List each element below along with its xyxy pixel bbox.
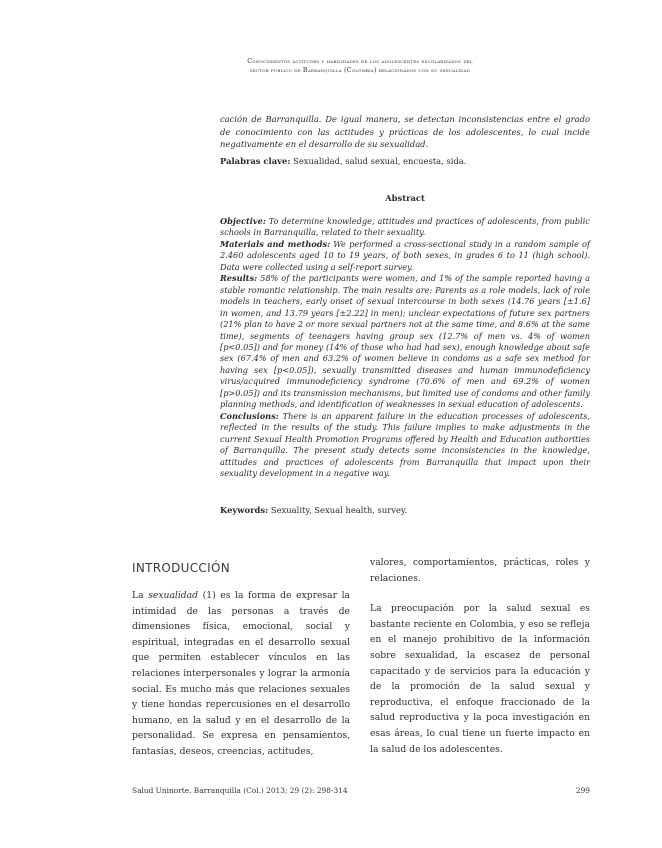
introduction-paragraph-1 bbox=[132, 588, 350, 760]
abstract-results bbox=[220, 273, 590, 410]
introduction-heading: INTRODUCCIÓN bbox=[132, 561, 230, 575]
spanish-abstract-end: cación de Barranquilla. De igual manera, se detectan inconsistencias entre el grado de conocimiento con las actitudes y prácticas de los adolescentes, lo cual incide negativamente en el desarrollo de su sexualidad. bbox=[220, 114, 590, 149]
abstract-body bbox=[220, 216, 590, 479]
intro-left-rest: (1) es la forma de expresar la intimidad de las personas a través de dimensiones física, emocional, social y espiritual, integradas en el desarrollo sexual que permiten establecer vínculos en las relaciones interpersonales y lograr la armonía social. Es mucho más que relaciones sexuales y tiene hondas repercusiones en el desarrollo humano, en la salud y en el desarrollo de la personalidad. Se expresa en pensamientos, fantasías, deseos, creencias, actitudes, bbox=[132, 590, 351, 757]
introduction-paragraph-2: valores, comportamientos, prácticas, roles y relaciones. bbox=[370, 557, 590, 584]
intro-left-italic-term: sexualidad bbox=[148, 590, 199, 601]
keywords-english-text: Sexuality, Sexual health, survey. bbox=[268, 505, 408, 515]
introduction-right-column bbox=[370, 555, 590, 757]
objective-label: Objective: bbox=[220, 216, 266, 226]
conclusions-label: Conclusions: bbox=[220, 410, 279, 421]
keywords-spanish-label: Palabras clave: bbox=[220, 156, 291, 166]
keywords-english-label: Keywords: bbox=[220, 505, 269, 515]
abstract-conclusions bbox=[220, 411, 590, 480]
abstract-objective bbox=[220, 216, 590, 239]
results-text: 58% of the participants were women, and 1% of the sample reported having a stable romantic relationship. The main results are: Parents as a role models, lack of role models in teachers, early onset of sexual intercourse in both sexes (14.76 years [±1.6] in women, and 13.79 years [±2.22] in men); unclear expectations of future sex partners (21% plan to have 2 or more sexual partners not at the same time, and 8.6% at the same time), segments of teenagers having group sex (12.7% of men vs. 4% of women [p<0.05]) and for money (14% of those who had had sex), enough knowledge about safe sex (67.4% of men and 63.2% of women believe in condoms as a safe sex method for having sex [p<0.05]), sexually transmitted diseases and human immunodeficiency virus/acquired immunodeficiency syndrome (70.6% of men and 69.2% of women [p>0.05]) and its transmission mechanisms, but limited use of condoms and other family planning methods, and identification of weaknesses in sexual education of adolescents. bbox=[220, 273, 590, 410]
conclusions-text: There is an apparent failure in the education processes of adolescents, reflected in the results of the study. This failure implies to make adjustments in the current Sexual Health Promotion Programs offered by Health and Education authorities of Barranquilla. The present study detects some inconsistencies in the knowledge, attitudes and practices of adolescents from Barranquilla that impact upon their sexuality development in a negative way. bbox=[220, 410, 590, 478]
abstract-heading: Abstract bbox=[385, 193, 425, 203]
methods-label: Materials and methods: bbox=[220, 238, 331, 249]
introduction-paragraph-3: La preocupación por la salud sexual es bastante reciente en Colombia, y eso se refleja en el manejo prohibitivo de la información sobre sexualidad, la escasez de personal capacitado y de servicios para la educación y de la promoción de la salud sexual y reproductiva, el enfoque fraccionado de la salud reproductiva y la poca investigación en esas áreas, lo cual tiene un fuerte impacto en la salud de los adolescentes. bbox=[370, 603, 590, 755]
introduction-left-column bbox=[132, 588, 350, 760]
results-label: Results: bbox=[220, 273, 258, 284]
footer-journal-citation: Salud Uninorte. Barranquilla (Col.) 2013; 29 (2): 298-314 bbox=[132, 786, 348, 795]
running-head-line-1: Conocimientos actitudes y habilidades de los adolescentes escolarizados del bbox=[247, 57, 473, 65]
intro-left-start: La bbox=[132, 590, 149, 601]
keywords-spanish bbox=[220, 155, 590, 167]
footer-page-number: 299 bbox=[575, 786, 590, 795]
running-head bbox=[200, 57, 520, 75]
keywords-english bbox=[220, 504, 590, 516]
methods-text: We performed a cross-sectional study in a random sample of 2.460 adolescents aged 10 to 19 years, of both sexes, in grades 6 to 11 (high school). Data were collected using a self-report survey. bbox=[220, 238, 591, 272]
running-head-line-2: sector público de Barranquilla (Colombia) relacionados con su sexualidad bbox=[249, 66, 471, 74]
keywords-spanish-text: Sexualidad, salud sexual, encuesta, sida. bbox=[290, 156, 467, 166]
abstract-methods bbox=[220, 239, 590, 273]
objective-text: To determine knowledge, attitudes and practices of adolescents, from public schools in Barranquilla, related to their sexuality. bbox=[220, 216, 590, 238]
